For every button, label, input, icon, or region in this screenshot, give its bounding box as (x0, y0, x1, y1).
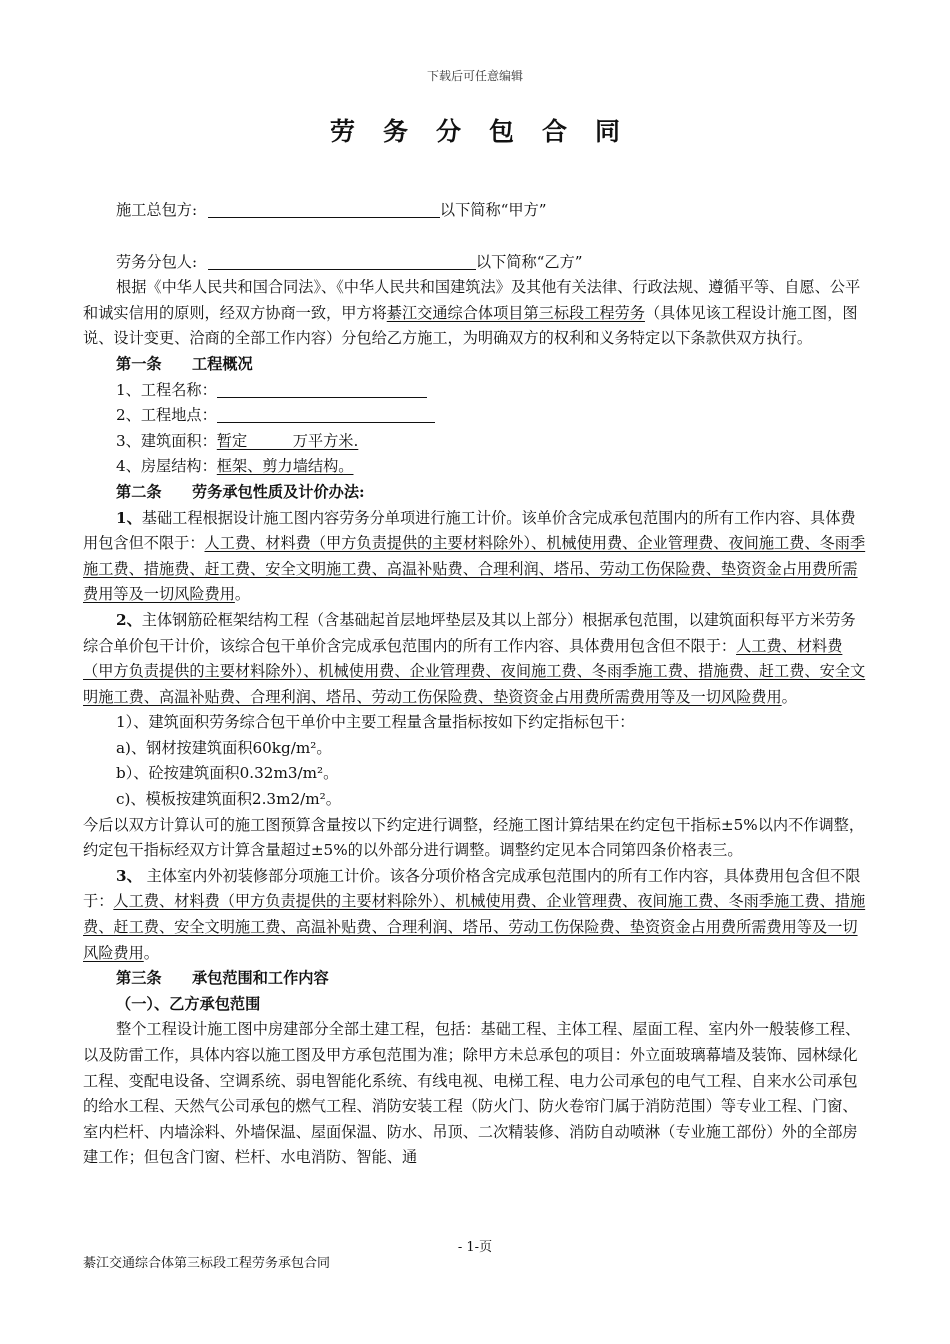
project-location-blank (217, 404, 435, 423)
item-label: 3、建筑面积： (116, 431, 217, 450)
clause-end: 。 (143, 943, 159, 962)
article1-heading: 第一条 工程概况 (116, 354, 253, 373)
item-value: 暂定 万平方米. (216, 431, 359, 450)
item-value: 框架、剪力墙结构。 (216, 457, 354, 476)
clause-text: 主体室内外初装修部分项施工计价。该各分项价格含完成承包范围内的所有工作内容，具体费用包含但不限于： (83, 866, 861, 911)
general-contractor-blank (208, 199, 440, 218)
clause-text: 主体钢筋砼框架结构工程（含基础起首层地坪垫层及其以上部分）根据承包范围，以建筑面积每平方米劳务综合单价包干计价，该综合包干单价含完成承包范围内的所有工作内容、具体费用包含但不限于： (83, 610, 856, 655)
article1-item-2 (83, 403, 868, 429)
project-name-blank (217, 379, 427, 398)
clause-fee-list: 人工费、材料费（甲方负责提供的主要材料除外）、机械使用费、企业管理费、夜间施工费、冬雨季施工费、措施费、赶工费、安全文明施工费、高温补贴费、合理利润、塔吊、劳动工伤保险费、垫资资金占用费所需费用等及一切风险费用 (83, 636, 866, 706)
clause-end: 。 (781, 687, 797, 706)
intro-text-2: （具体见该工程设计施工图，图说、设计变更、洽商的全部工作内容）分包给乙方施工，为明确双方的权利和义务特定以下条款供双方执行。 (83, 303, 858, 348)
article2-clause-2 (83, 608, 868, 710)
clause-number: 1、 (116, 508, 142, 527)
page-title: 劳务分包合同 (329, 117, 648, 146)
subcontractor-blank (208, 251, 476, 270)
article2-sub-title: 1）、建筑面积劳务综合包干单价中主要工程量含量指标按如下约定指标包干： (116, 713, 635, 732)
contract-body (83, 198, 868, 1171)
party-general-contractor (83, 198, 868, 224)
item-label: 2、工程地点： (116, 406, 217, 425)
indicator-concrete: b）、砼按建筑面积0.32m3/m²。 (116, 764, 339, 783)
subcontractor-label: 劳务分包人: (116, 252, 198, 271)
indicator-formwork: c)、模板按建筑面积2.3m2/m²。 (116, 790, 341, 809)
clause-fee-list: 人工费、材料费（甲方负责提供的主要材料除外）、机械使用费、企业管理费、夜间施工费、冬雨季施工费、措施费、赶工费、安全文明施工费、高温补贴费、合理利润、塔吊、劳动工伤保险费、垫资资金占用费所需费用等及一切风险费用 (83, 892, 866, 962)
article1-item-1 (83, 378, 868, 404)
article2-clause-3 (83, 864, 868, 966)
clause-end: 。 (234, 585, 251, 604)
subcontractor-suffix: 以下简称“乙方” (475, 252, 583, 271)
article1-item-3 (83, 429, 868, 455)
article2-clause-1 (83, 506, 868, 608)
article3-scope-text: 整个工程设计施工图中房建部分全部土建工程，包括：基础工程、主体工程、屋面工程、室内外一般装修工程、以及防雷工作，具体内容以施工图及甲方承包范围为准；除甲方未总承包的项目：外立面玻璃幕墙及装饰、园林绿化工程、变配电设备、空调系统、弱电智能化系统、有线电视、电梯工程、电力公司承包的电气工程、自来水公司承包的给水工程、天然气公司承包的燃气工程、消防安装工程（防火门、防火卷帘门属于消防范围）等专业工程、门窗、室内栏杆、内墙涂料、外墙保温、屋面保温、防水、吊顶、二次精装修、消防自动喷淋（专业施工部份）外的全部房建工作；但包含门窗、栏杆、水电消防、智能、通 (83, 1020, 861, 1167)
indicator-steel: a)、钢材按建筑面积60kg/m²。 (116, 738, 332, 757)
article1-item-4 (83, 454, 868, 480)
general-contractor-suffix: 以下简称“甲方” (439, 201, 547, 219)
party-subcontractor (83, 250, 868, 276)
intro-paragraph (83, 275, 868, 352)
article2-heading: 第二条 劳务承包性质及计价办法: (116, 482, 365, 501)
article3-sub-heading: （一）、乙方承包范围 (116, 994, 261, 1013)
clause-number: 2、 (116, 610, 142, 629)
adjustment-paragraph: 今后以双方计算认可的施工图预算含量按以下约定进行调整，经施工图计算结果在约定包干指标±5%以内不作调整，约定包干指标经双方计算含量超过±5%的以外部分进行调整。调整约定见本合同第四条价格表三。 (83, 815, 865, 860)
general-contractor-label: 施工总包方: (116, 201, 198, 219)
footer-doc-name: 綦江交通综合体第三标段工程劳务承包合同 (83, 1256, 331, 1271)
item-label: 4、房屋结构： (116, 457, 217, 476)
article3-heading: 第三条 承包范围和工作内容 (116, 969, 329, 988)
clause-fee-list: 人工费、材料费（甲方负责提供的主要材料除外）、机械使用费、企业管理费、夜间施工费、冬雨季施工费、措施费、赶工费、安全文明施工费、高温补贴费、合理利润、塔吊、劳动工伤保险费、垫资资金占用费所需费用等及一切风险费用 (83, 534, 866, 604)
intro-project-name: 綦江交通综合体项目第三标段工程劳务 (386, 303, 645, 322)
clause-text: 基础工程根据设计施工图内容劳务分单项进行施工计价。该单价含完成承包范围内的所有工作内容、具体费用包含但不限于： (83, 508, 856, 553)
header-note: 下载后可任意编辑 (426, 69, 523, 83)
page-number: - 1-页 (457, 1240, 493, 1255)
clause-number: 3、 (116, 866, 142, 885)
item-label: 1、工程名称： (116, 380, 217, 399)
intro-text-1: 根据《中华人民共和国合同法》、《中华人民共和国建筑法》及其他有关法律、行政法规、遵循平等、自愿、公平和诚实信用的原则，经双方协商一致，甲方将 (83, 278, 861, 322)
